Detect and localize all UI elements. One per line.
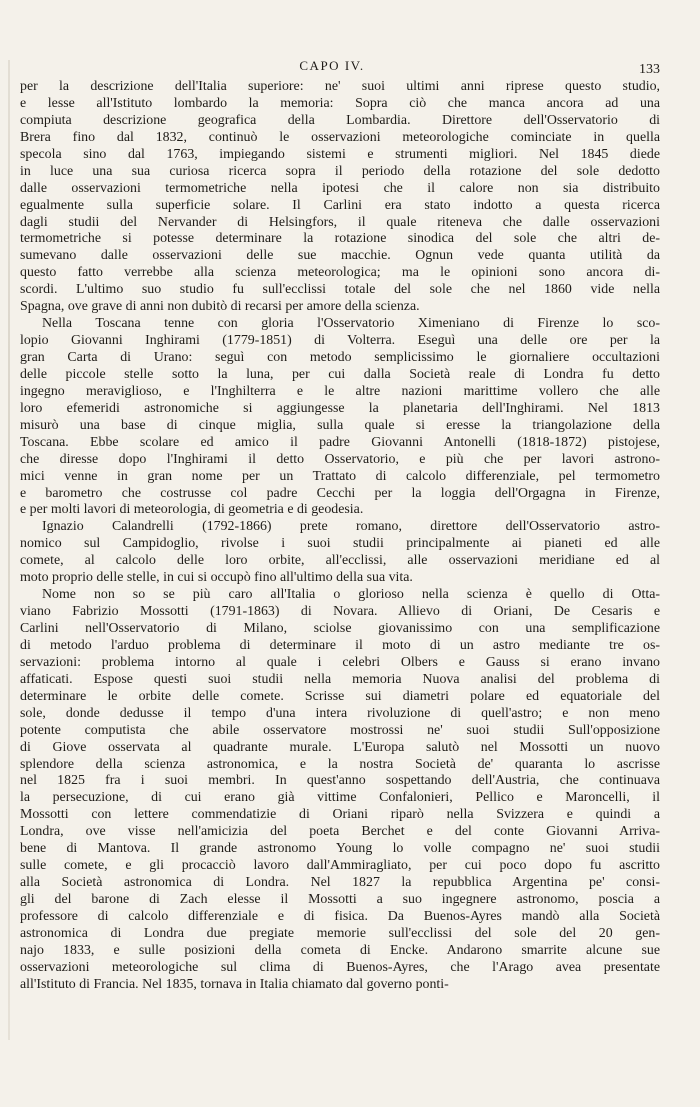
text-line: scordi. L'ultimo suo studio fu sull'ecclissi totale del sole che nel 1860 vide nella: [20, 282, 660, 298]
text-line: ingegno meraviglioso, e l'Inghilterra e le altre nazioni marittime vollero che alle: [20, 383, 660, 399]
chapter-title: CAPO IV.: [299, 58, 365, 73]
text-line: gli del barone di Zach elesse il Mossotti a suo ingegnere astronomo, poscia a: [20, 892, 660, 907]
text-line: gran Carta di Urano: seguì con metodo semplicissimo le giornaliere occultazioni: [20, 350, 660, 365]
text-line: dagli studii del Nervander di Helsingfors, il quale riteneva che dalle osservazioni: [20, 214, 660, 230]
text-line: per la descrizione dell'Italia superiore: ne' suoi ultimi anni riprese questo studio,: [20, 79, 660, 94]
text-line: moto proprio delle stelle, in cui si occupò fino all'ultimo della sua vita.: [20, 570, 413, 586]
text-line: Toscana. Ebbe scolare ed amico il padre Giovanni Antonelli (1818-1872) pistojese,: [20, 434, 660, 450]
text-line: e lesse all'Istituto lombardo la memoria: Sopra ciò che manca ancora ad una: [20, 95, 660, 111]
text-line: che diresse dopo l'Inghirami il detto Osservatorio, e più che per lavori astrono-: [20, 451, 660, 467]
text-line: alla Società astronomica di Londra. Nel 1827 la repubblica Argentina pe' consi-: [20, 875, 660, 891]
text-line: comete, al calcolo delle loro orbite, all'ecclissi, alle osservazioni meridiane ed al: [20, 553, 660, 569]
text-line: astronomica di Londra due pregiate memorie sull'ecclissi del sole del 20 gen-: [20, 925, 660, 941]
text-line: Nome non so se più caro all'Italia o glorioso nella scienza è quello di Otta-: [42, 587, 660, 603]
text-line: di Giove osservata al quadrante murale. L'Europa salutò nel Mossotti un nuovo: [20, 739, 660, 755]
text-line: professore di calcolo differenziale e di fisica. Da Buenos-Ayres mandò alla Società: [20, 908, 660, 924]
text-line: termometriche si potesse determinare la rotazione sinodica del sole che altri de-: [20, 231, 660, 247]
text-line: mici venne in gran nome per un Trattato di calcolo differenziale, pel termometro: [20, 468, 660, 484]
text-line: najo 1833, e sulle posizioni della cometa di Encke. Andarono smarrite alcune sue: [20, 942, 660, 958]
text-line: dalle osservazioni termometriche nella ipotesi che il calore non sia distribuito: [20, 180, 660, 196]
text-line: lopio Giovanni Inghirami (1779-1851) di Volterra. Eseguì una delle ore per la: [20, 333, 660, 349]
text-line: osservazioni meteorologiche sul clima di Buenos-Ayres, che l'Arago avea presentate: [20, 959, 660, 975]
text-line: Spagna, ove grave di anni non dubitò di recarsi per amore della scienza.: [20, 299, 420, 315]
text-line: la persecuzione, di cui erano già vittime Confalonieri, Pellico e Maroncelli, il: [20, 790, 660, 806]
page-edge-shadow: [8, 60, 10, 1040]
text-line: Mossotti con lettere commendatizie di Oriani riparò nella Svizzera e quindi a: [20, 807, 660, 823]
text-line: misurò una base di cinque miglia, sulla quale si eresse la triangolazione della: [20, 417, 660, 433]
text-line: egualmente sulla superficie solare. Il Carlini era stato indotto a questa ricerca: [20, 197, 660, 213]
text-line: viano Fabrizio Mossotti (1791-1863) di Novara. Allievo di Oriani, De Cesaris e: [20, 604, 660, 620]
text-line: sole, donde dedusse il tempo d'una intera rivoluzione di quell'astro; e non meno: [20, 705, 660, 721]
text-line: questo fatto verrebbe alla scienza meteorologica; ma le opinioni sono ancora di-: [20, 265, 660, 281]
text-line: splendore della scienza astronomica, e la nostra Società de' quaranta lo ascrisse: [20, 756, 660, 772]
text-line: loro efemeridi astronomiche si aggiungesse la planetaria dell'Inghirami. Nel 1813: [20, 400, 660, 416]
text-line: Brera fino dal 1832, continuò le osservazioni meteorologiche cominciate in quella: [20, 129, 660, 145]
text-line: in luce una sua curiosa ricerca sopra il periodo della rotazione del sole dedotto: [20, 163, 660, 179]
body-text: [20, 79, 660, 994]
text-line: affaticati. Espose questi suoi studii nella memoria Nuova analisi del problema di: [20, 671, 660, 687]
text-line: compiuta descrizione geografica della Lombardia. Direttore dell'Osservatorio di: [20, 112, 660, 128]
text-line: di metodo l'arduo problema di determinare il moto di un astro mediante tre os-: [20, 637, 660, 653]
text-line: potente computista che abile osservatore mostrossi ne' suoi studii Sull'opposizione: [20, 722, 660, 738]
text-line: Ignazio Calandrelli (1792-1866) prete romano, direttore dell'Osservatorio astro-: [42, 519, 660, 535]
text-line: servazioni: problema intorno al quale i celebri Olbers e Gauss si erano invano: [20, 654, 660, 670]
text-line: Nella Toscana tenne con gloria l'Osservatorio Ximeniano di Firenze lo sco-: [42, 316, 660, 332]
page-number: 133: [639, 62, 660, 77]
text-line: e per molti lavori di meteorologia, di geometria e di geodesia.: [20, 502, 364, 518]
text-line: sulle comete, e gli procacciò lavoro dall'Ammiragliato, per cui poco dopo fu ascritto: [20, 858, 660, 874]
text-line: determinare le orbite delle comete. Scrisse sui diametri polare ed equatoriale del: [20, 688, 660, 704]
running-head: [22, 58, 660, 78]
text-line: sumevano dalle osservazioni delle sue macchie. Ognun vede quanta utilità da: [20, 248, 660, 264]
text-line: Londra, ove visse nell'amicizia del poeta Berchet e del conte Giovanni Arriva-: [20, 824, 660, 840]
text-line: nomico sul Campidoglio, rivolse i suoi studii principalmente ai pianeti ed alle: [20, 536, 660, 552]
text-line: all'Istituto di Francia. Nel 1835, tornava in Italia chiamato dal governo ponti-: [20, 976, 449, 992]
text-line: Carlini nell'Osservatorio di Milano, sciolse giovanissimo con una semplificazione: [20, 621, 660, 636]
text-line: specola sino dal 1763, impiegando sistemi e strumenti migliori. Nel 1845 diede: [20, 146, 660, 162]
text-line: e barometro che costrusse col padre Cecchi per la loggia dell'Orgagna in Firenze,: [20, 485, 660, 501]
text-line: nel 1825 fra i suoi membri. In quest'anno sospettando dell'Austria, che continuava: [20, 773, 660, 789]
text-line: delle piccole stelle sotto la luna, per cui dalla Società reale di Londra fu detto: [20, 366, 660, 382]
text-line: bene di Mantova. Il grande astronomo Young lo volle compagno ne' suoi studii: [20, 841, 660, 857]
